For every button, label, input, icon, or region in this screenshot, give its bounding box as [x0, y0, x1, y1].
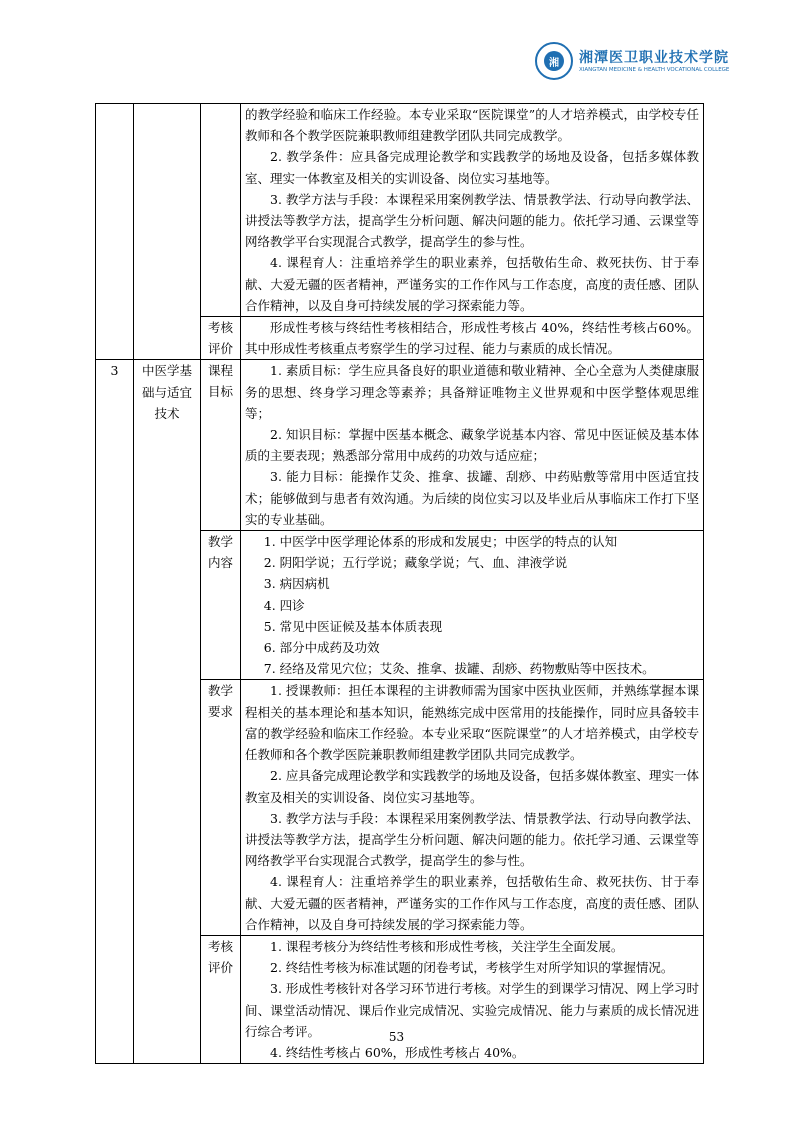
teaching-requirements-cell — [241, 104, 704, 317]
paragraph: 4. 终结性考核占 60%，形成性考核占 40%。 — [270, 1044, 525, 1060]
assessment-cell — [241, 935, 704, 1063]
paragraph: 4. 课程育人：注重培养学生的职业素养，包括敬佑生命、救死扶伤、甘于奉献、大爱无疆的医者精神，严谨务实的工作作风与工作态度，高度的责任感、团队合作精神，以及自身可持续发展的学习探索能力等。 — [245, 255, 699, 313]
course-name-cell: 中医学基础与适宜技术 — [134, 360, 201, 1064]
row-label-cell — [201, 935, 241, 1063]
row-label-cell — [201, 104, 241, 317]
logo-english-name: XIANGTAN MEDICINE & HEALTH VOCATIONAL COLLEGE — [579, 67, 730, 73]
paragraph: 4. 课程育人：注重培养学生的职业素养，包括敬佑生命、救死扶伤、甘于奉献、大爱无疆的医者精神，严谨务实的工作作风与工作态度，高度的责任感、团队合作精神，以及自身可持续发展的学习探索能力等。 — [245, 874, 699, 932]
label-teaching-requirements: 教学 要求 — [207, 683, 233, 720]
paragraph: 1. 授课教师：担任本课程的主讲教师需为国家中医执业医师，并熟练掌握本课程相关的基本理论和基本知识，能熟练完成中医常用的技能操作，同时应具备较丰富的教学经验和临床工作经验。本专业采取“医院课堂”的人才培养模式，由学校专任教师和各个教学医院兼职教师组建教学团队共同完成教学。 — [245, 683, 699, 763]
course-goals-cell — [241, 360, 704, 531]
row-label-cell — [201, 680, 241, 935]
course-name-cell — [134, 104, 201, 360]
label-assessment: 考核 评价 — [207, 320, 233, 357]
logo-chinese-name: 湘潭医卫职业技术学院 — [579, 50, 729, 66]
course-number-cell — [96, 104, 134, 360]
row-label-cell — [201, 317, 241, 360]
paragraph: 2. 终结性考核为标准试题的闭卷考试，考核学生对所学知识的掌握情况。 — [270, 960, 674, 976]
list-item: 3. 病因病机 — [263, 576, 330, 592]
paragraph: 1. 素质目标：学生应具备良好的职业道德和敬业精神、全心全意为人类健康服务的思想、终身学习理念等素养；具备辩证唯物主义世界观和中医学整体观思维等； — [245, 363, 699, 421]
course-number-cell: 3 — [96, 360, 134, 1064]
label-course-goals: 课程 目标 — [207, 363, 233, 400]
college-emblem-icon: 湘 — [535, 42, 573, 80]
row-label-cell — [201, 360, 241, 531]
paragraph: 3. 教学方法与手段：本课程采用案例教学法、情景教学法、行动导向教学法、讲授法等教学方法，提高学生分析问题、解决问题的能力。依托学习通、云课堂等网络教学平台实现混合式教学，提高学生的参与性。 — [245, 810, 699, 869]
paragraph: 2. 知识目标：掌握中医基本概念、藏象学说基本内容、常见中医证候及基本体质的主要表现；熟悉部分常用中成药的功效与适应症； — [245, 427, 699, 464]
row-label-cell — [201, 531, 241, 680]
table-row — [96, 104, 704, 317]
list-item: 1. 中医学中医学理论体系的形成和发展史；中医学的特点的认知 — [263, 534, 618, 550]
list-item: 4. 四诊 — [263, 597, 305, 613]
table-row — [96, 360, 704, 531]
label-teaching-content: 教学 内容 — [207, 534, 233, 571]
paragraph: 2. 教学条件：应具备完成理论教学和实践教学的场地及设备，包括多媒体教室、理实一体教室及相关的实训设备、岗位实习基地等。 — [245, 149, 699, 186]
paragraph: 1. 课程考核分为终结性考核和形成性考核，关注学生全面发展。 — [270, 938, 624, 954]
label-assessment: 考核 评价 — [207, 938, 233, 975]
teaching-content-cell — [241, 531, 704, 680]
paragraph: 3. 形成性考核针对各学习环节进行考核。对学生的到课学习情况、网上学习时间、课堂活动情况、课后作业完成情况、实验完成情况、能力与素质的成长情况进行综合考评。 — [245, 981, 699, 1039]
curriculum-table — [95, 103, 704, 1064]
paragraph: 2. 应具备完成理论教学和实践教学的场地及设备，包括多媒体教室、理实一体教室及相关的实训设备、岗位实习基地等。 — [245, 768, 699, 805]
list-item: 6. 部分中成药及功效 — [263, 640, 380, 656]
list-item: 7. 经络及常见穴位；艾灸、推拿、拔罐、刮痧、药物敷贴等中医技术。 — [263, 661, 655, 677]
list-item: 2. 阴阳学说；五行学说；藏象学说；气、血、津液学说 — [263, 555, 568, 571]
teaching-requirements-cell — [241, 680, 704, 935]
list-item: 5. 常见中医证候及基本体质表现 — [263, 618, 443, 634]
paragraph: 3. 教学方法与手段：本课程采用案例教学法、情景教学法、行动导向教学法、讲授法等教学方法，提高学生分析问题、解决问题的能力。依托学习通、云课堂等网络教学平台实现混合式教学，提高学生的参与性。 — [245, 191, 699, 250]
paragraph: 形成性考核与终结性考核相结合，形成性考核占 40%，终结性考核占60%。其中形成性考核重点考察学生的学习过程、能力与素质的成长情况。 — [245, 320, 699, 357]
page-number: 53 — [388, 1030, 405, 1044]
college-logo — [535, 42, 730, 82]
assessment-cell — [241, 317, 704, 360]
paragraph: 的教学经验和临床工作经验。本专业采取“医院课堂”的人才培养模式，由学校专任教师和各个教学医院兼职教师组建教学团队共同完成教学。 — [245, 107, 699, 144]
paragraph: 3. 能力目标：能操作艾灸、推拿、拔罐、刮痧、中药贴敷等常用中医适宜技术；能够做到与患者有效沟通。为后续的岗位实习以及毕业后从事临床工作打下坚实的专业基础。 — [245, 469, 699, 527]
